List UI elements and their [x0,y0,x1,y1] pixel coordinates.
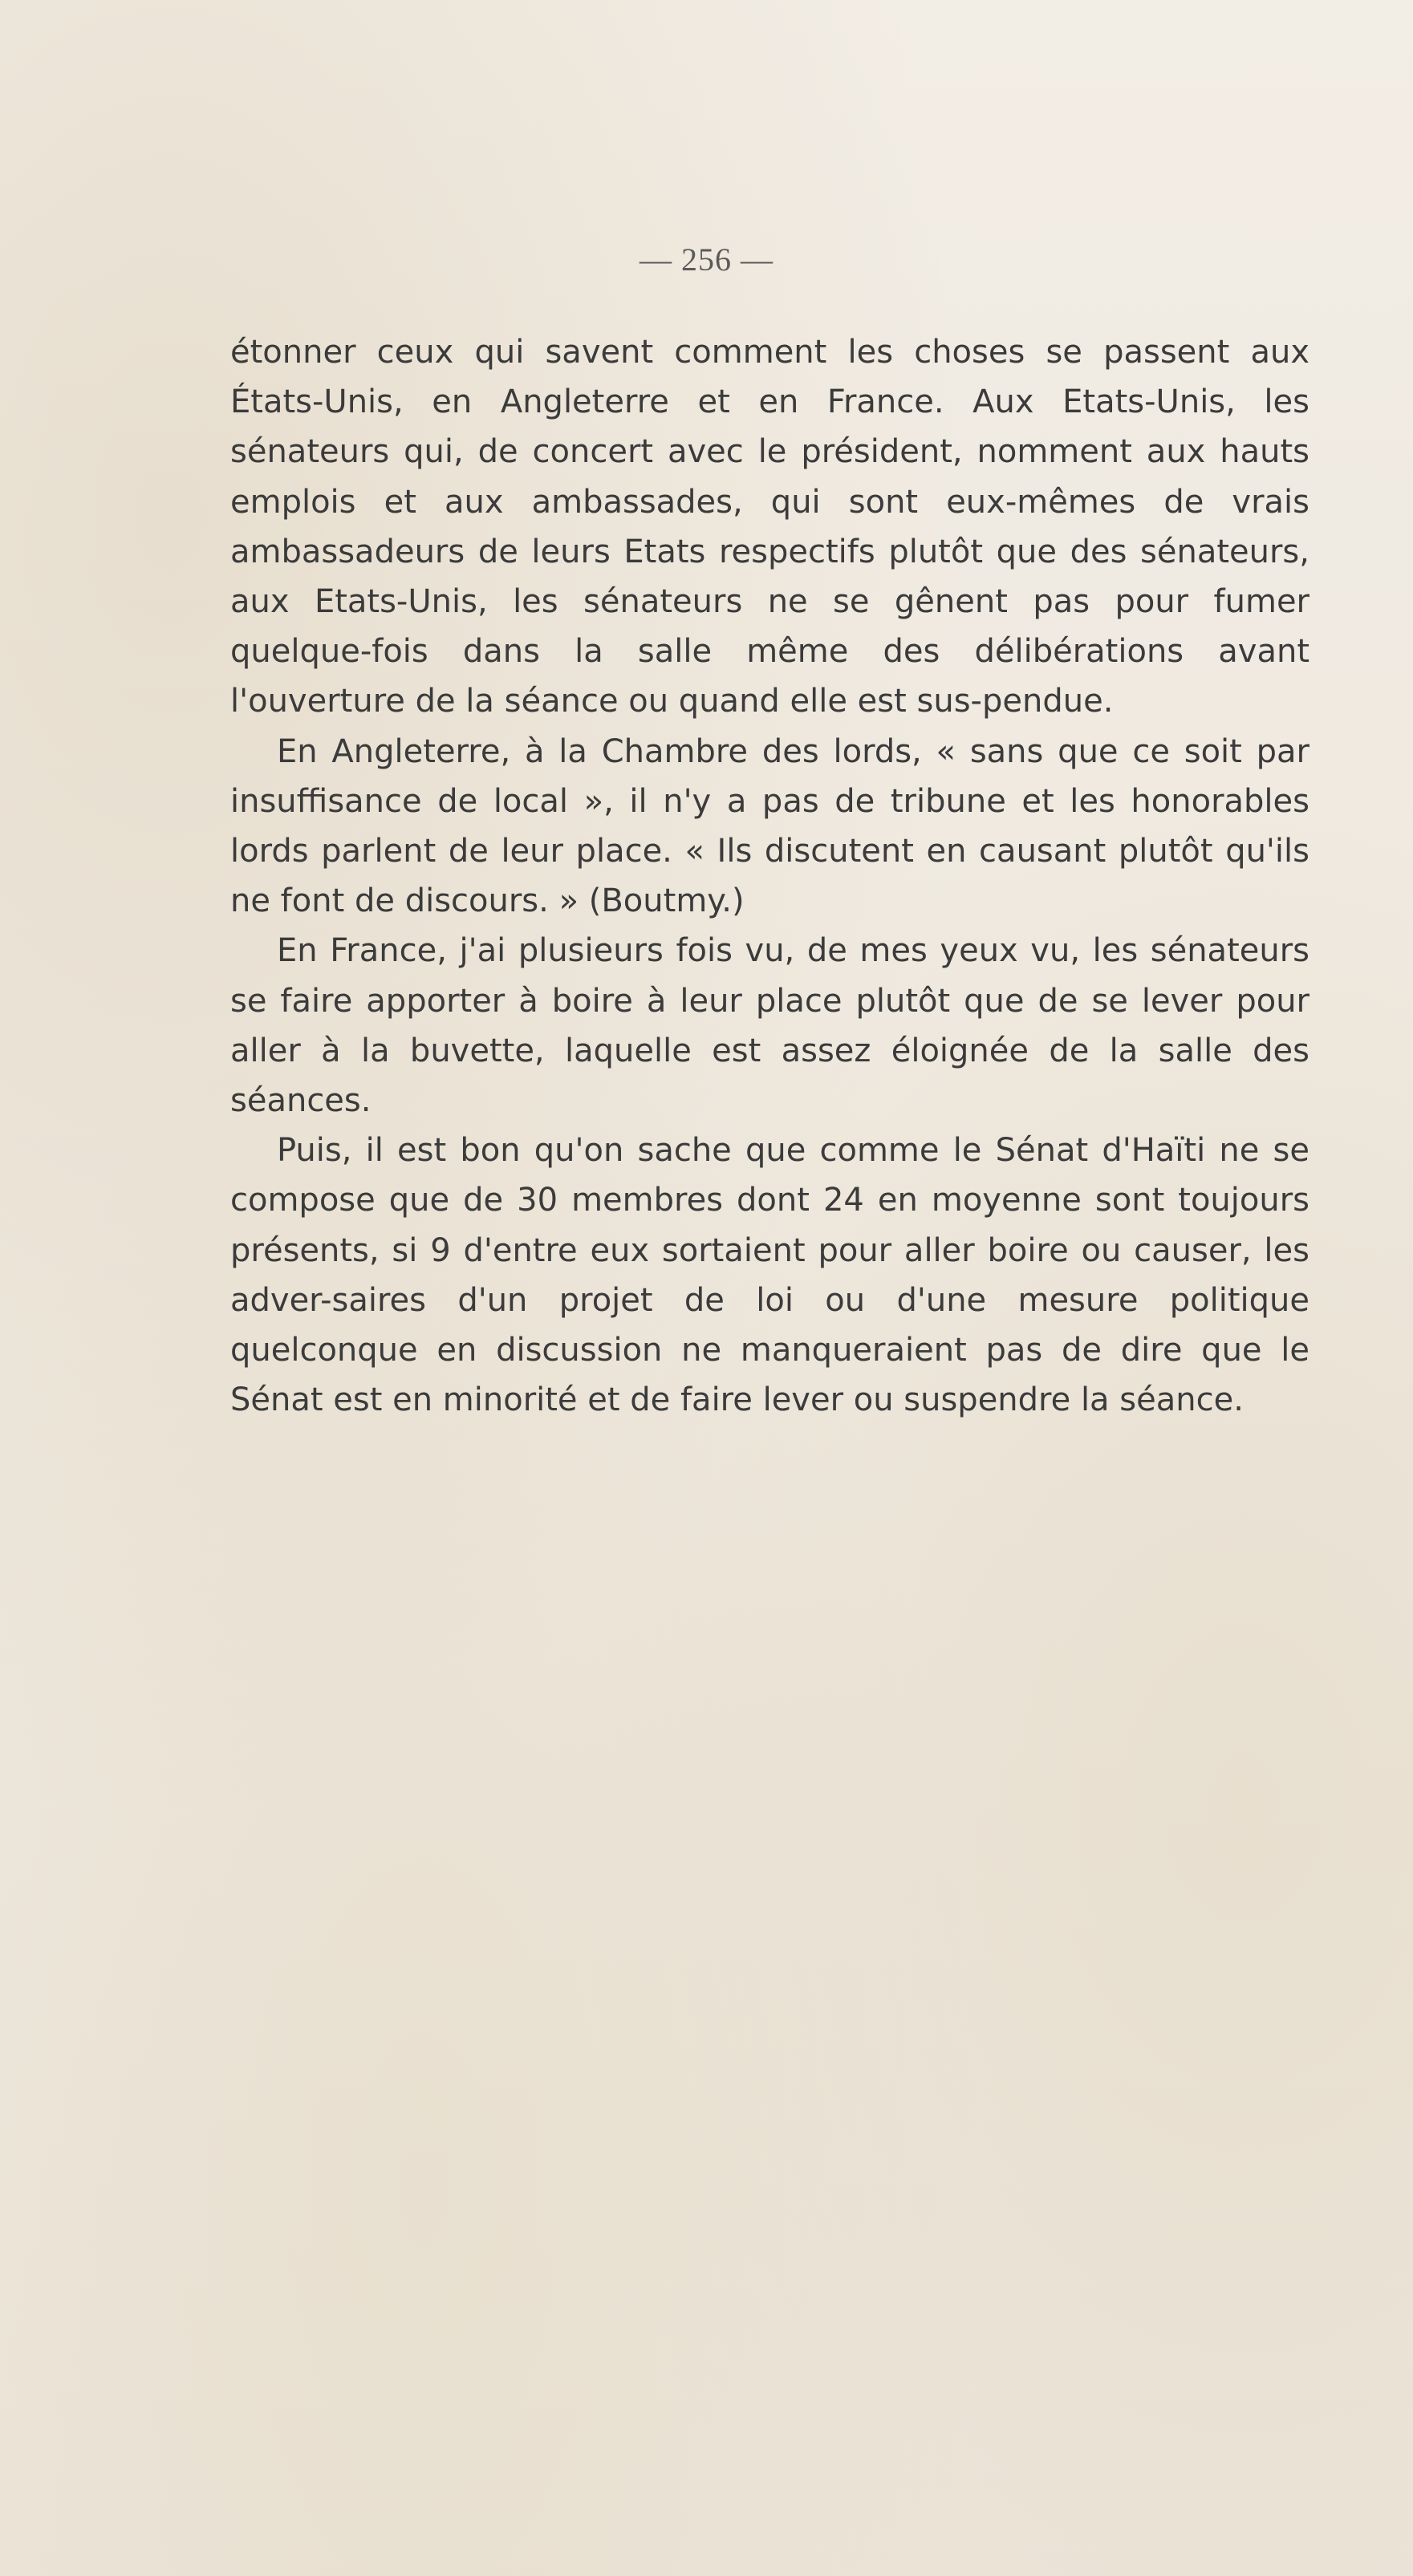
paragraph-angleterre: En Angleterre, à la Chambre des lords, « sans que ce soit par insuffisance de local », il n'y a pas de tribune et les honorables lords parlent de leur place. « Ils discutent en causant plutôt qu'ils ne font de discours. » (Boutmy.) [230,732,1309,920]
page-body [230,327,1309,1425]
paragraph-continuation: étonner ceux qui savent comment les choses se passent aux États-Unis, en Angleterre et en France. Aux Etats-Unis, les sénateurs qui, de concert avec le président, nomment aux hauts emplois et aux ambassades, qui sont eux-mêmes de vrais ambassadeurs de leurs Etats respectifs plutôt que des sénateurs, aux Etats-Unis, les sénateurs ne se gênent pas pour fumer quelque-fois dans la salle même des délibérations avant l'ouverture de la séance ou quand elle est sus-pendue. [230,334,1309,720]
page-number: — 256 — [640,241,773,278]
paragraph-france: En France, j'ai plusieurs fois vu, de mes yeux vu, les sénateurs se faire apporter à boire à leur place plutôt que de se lever pour aller à la buvette, laquelle est assez éloignée de la salle des séances. [230,932,1309,1120]
paragraph-senat-haiti: Puis, il est bon qu'on sache que comme le Sénat d'Haïti ne se compose que de 30 membres dont 24 en moyenne sont toujours présents, si 9 d'entre eux sortaient pour aller boire ou causer, les adver-saires d'un projet de loi ou d'une mesure politique quelconque en discussion ne manqueraient pas de dire que le Sénat est en minorité et de faire lever ou suspendre la séance. [230,1132,1309,1419]
